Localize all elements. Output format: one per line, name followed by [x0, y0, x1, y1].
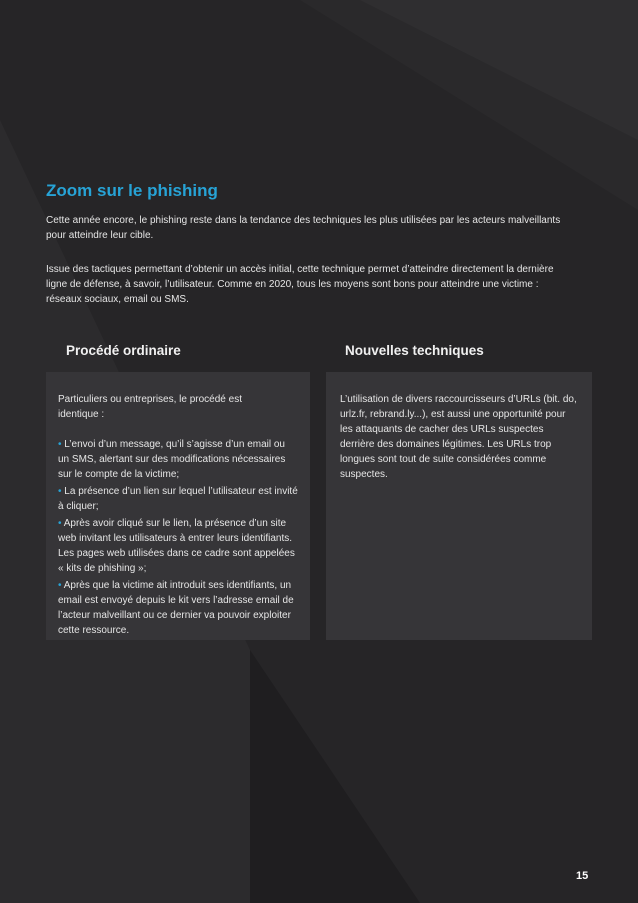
list-item-text: Après avoir cliqué sur le lien, la présence d’un site web invitant les utilisateurs à entrer leurs identifiants. Les pages web utilisées dans ce cadre sont appelées « kits de phishing »; — [58, 518, 295, 574]
list-item-text: L’envoi d’un message, qu’il s’agisse d’un email ou un SMS, alertant sur des modifications nécessaires sur le compte de la victime; — [58, 439, 286, 480]
list-item — [58, 484, 298, 514]
left-column-heading: Procédé ordinaire — [66, 343, 181, 358]
right-panel-text: L’utilisation de divers raccourcisseurs d’URLs (bit. do, urlz.fr, rebrand.ly...), est aussi une opportunité pour les attaquants de cacher des URLs suspectes derrière des domaines légitimes. Les URLs trop longues sont tout de suite considérées comme suspectes. — [340, 394, 577, 480]
intro-paragraph-1: Cette année encore, le phishing reste dans la tendance des techniques les plus utilisées par les acteurs malveillants pour atteindre leur cible. — [46, 215, 561, 241]
bullet-icon: • — [58, 439, 62, 450]
list-item — [58, 516, 298, 576]
bullet-icon: • — [58, 486, 62, 497]
left-panel-intro: Particuliers ou entreprises, le procédé est identique : — [58, 394, 242, 420]
bullet-icon: • — [58, 518, 62, 529]
bullet-icon: • — [58, 580, 62, 591]
list-item — [58, 437, 298, 482]
list-item — [58, 578, 298, 638]
list-item-text: La présence d’un lien sur lequel l’utilisateur est invité à cliquer; — [58, 486, 298, 512]
right-column-heading: Nouvelles techniques — [345, 343, 484, 358]
page-number: 15 — [576, 870, 589, 882]
intro-paragraph-2: Issue des tactiques permettant d’obtenir un accès initial, cette technique permet d’atteindre directement la dernière ligne de défense, à savoir, l’utilisateur. Comme en 2020, tous les moyens sont bons pour atteindre une victime : réseaux sociaux, email ou SMS. — [46, 264, 554, 305]
left-panel-bullet-list — [58, 437, 298, 640]
section-title: Zoom sur le phishing — [46, 181, 218, 200]
list-item-text: Après que la victime ait introduit ses identifiants, un email est envoyé depuis le kit vers l’adresse email de l’acteur malveillant ou ce dernier va pouvoir exploiter cette ressource. — [58, 580, 294, 636]
